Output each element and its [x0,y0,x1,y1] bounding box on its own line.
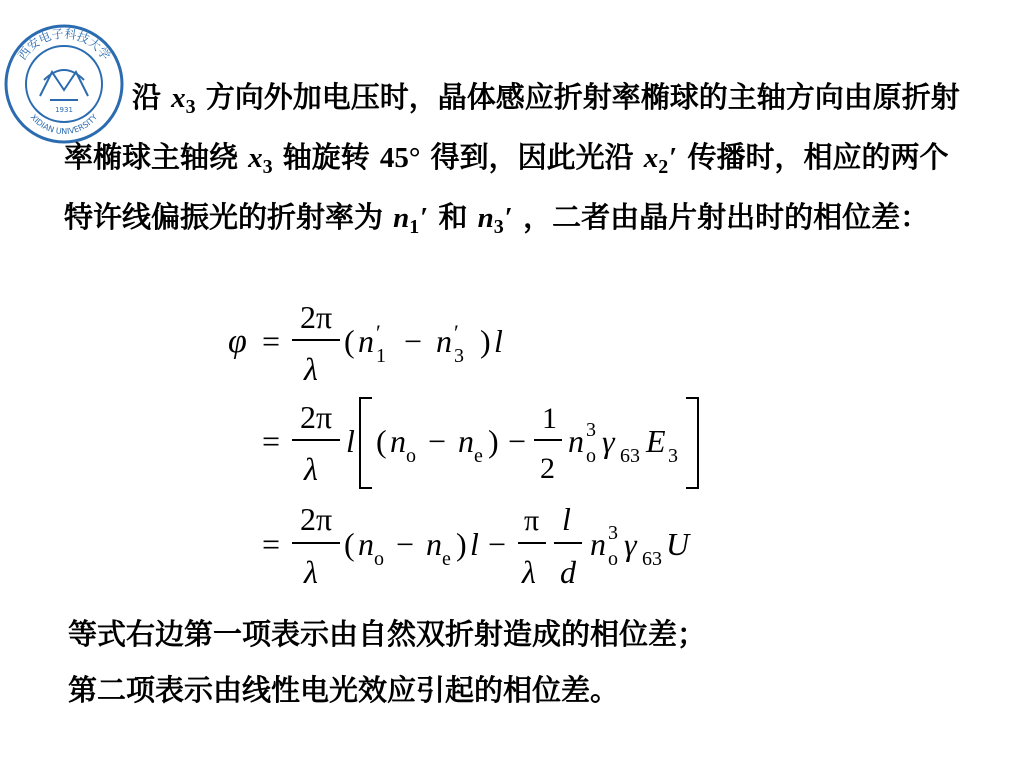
svg-text:λ: λ [304,554,318,590]
svg-text:n: n [458,423,474,459]
equation-line-2 [262,398,698,488]
svg-text:2π: 2π [300,501,333,537]
var-x3: $x_3$ [171,82,196,118]
svg-text:n: n [590,526,606,562]
equation-line-3 [262,501,691,590]
svg-text:3: 3 [668,445,678,467]
svg-text:−: − [428,423,447,459]
left-bracket [360,398,372,488]
svg-text:3: 3 [586,419,596,441]
svg-text:o: o [586,445,596,467]
svg-text:=: = [262,323,281,359]
equation-line-1 [228,299,503,387]
intro-paragraph: 沿 $x_3$ 方向外加电压时，晶体感应折射率椭球的主轴方向由原折射率椭球主轴绕 $x_3$ 轴旋转 45° 得到，因此光沿 $x_2'$ 传播时，相应的两个特许线偏振光的折射率为 $n_1'$ 和 $n_3'$ ，二者由晶片射出时的相位差： [64,80,960,238]
svg-text:′: ′ [376,320,381,345]
svg-text:λ: λ [304,351,318,387]
svg-text:π: π [524,504,540,537]
svg-text:=: = [262,423,281,459]
svg-text:): ) [488,423,499,459]
right-bracket [686,398,698,488]
logo-bottom-text: XIDIAN UNIVERSITY [28,112,100,137]
svg-text:2: 2 [540,452,555,485]
svg-text:γ: γ [624,526,637,562]
svg-text:): ) [456,526,467,562]
svg-text:′: ′ [454,320,459,345]
svg-text:(: ( [344,526,355,562]
svg-text:2π: 2π [300,299,333,335]
svg-text:3: 3 [608,522,618,544]
var-x3-second: $x_3$ [248,142,273,178]
svg-text:E: E [646,423,666,459]
svg-text:λ: λ [304,451,318,487]
svg-text:o: o [406,445,416,467]
svg-text:−: − [404,323,423,359]
svg-text:φ: φ [228,323,247,360]
svg-text:(: ( [344,323,355,359]
svg-text:1: 1 [542,402,557,435]
svg-text:−: − [488,526,507,562]
svg-text:3: 3 [454,345,464,367]
svg-text:o: o [374,548,384,570]
svg-text:n: n [568,423,584,459]
svg-text:λ: λ [522,554,536,590]
svg-text:l: l [562,501,571,537]
logo-top-text: 西安电子科技大学 [15,26,113,63]
svg-text:d: d [560,554,576,590]
svg-text:): ) [480,323,491,359]
svg-text:n: n [436,323,452,359]
svg-text:−: − [396,526,415,562]
svg-text:2π: 2π [300,399,333,435]
conclusion-line-2: 第二项表示由线性电光效应引起的相位差。 [68,673,620,707]
svg-text:n: n [358,323,374,359]
svg-text:l: l [494,323,503,359]
svg-text:γ: γ [602,423,615,459]
svg-text:n: n [426,526,442,562]
svg-text:l: l [470,526,479,562]
svg-text:=: = [262,526,281,562]
svg-text:−: − [508,423,527,459]
logo-year: 1931 [55,106,73,114]
angle-45: 45° [379,142,421,174]
svg-text:U: U [666,526,690,562]
var-n3-prime: $n_3'$ [477,202,513,238]
svg-text:n: n [358,526,374,562]
svg-text:n: n [390,423,406,459]
var-x2-prime: $x_2'$ [643,142,678,178]
svg-text:e: e [442,548,451,570]
svg-text:63: 63 [620,445,640,467]
svg-text:l: l [346,423,355,459]
svg-text:e: e [474,445,483,467]
svg-text:o: o [608,548,618,570]
svg-text:1: 1 [376,345,386,367]
var-n1-prime: $n_1'$ [393,202,429,238]
svg-text:63: 63 [642,548,662,570]
conclusion-line-1: 等式右边第一项表示由自然双折射造成的相位差； [68,617,707,651]
svg-text:(: ( [376,423,387,459]
